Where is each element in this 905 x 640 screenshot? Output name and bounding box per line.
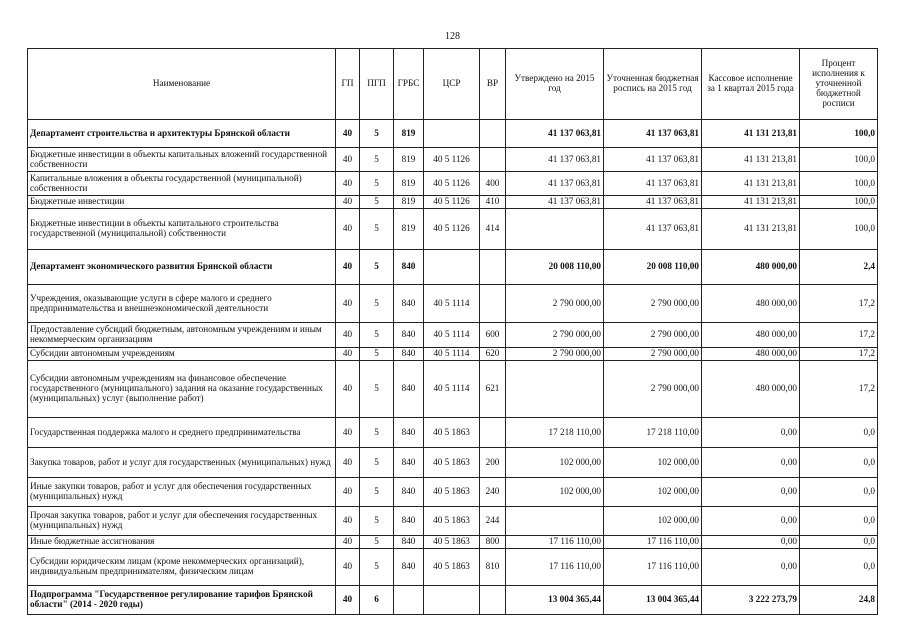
row-cash: 0,00	[702, 448, 800, 478]
row-percent: 17,2	[800, 323, 878, 348]
row-pgp: 5	[360, 196, 394, 209]
row-gp: 40	[336, 172, 360, 196]
row-grbs: 819	[394, 172, 424, 196]
row-csr: 40 5 1126	[424, 209, 480, 250]
row-gp: 40	[336, 448, 360, 478]
row-csr: 40 5 1114	[424, 348, 480, 361]
row-name: Закупка товаров, работ и услуг для государственных (муниципальных) нужд	[28, 448, 336, 478]
row-refined: 17 116 110,00	[604, 549, 702, 586]
row-cash: 0,00	[702, 507, 800, 536]
header-csr: ЦСР	[424, 49, 480, 120]
row-percent: 0,0	[800, 448, 878, 478]
row-vr	[480, 120, 506, 148]
row-csr: 40 5 1863	[424, 549, 480, 586]
row-approved: 2 790 000,00	[506, 348, 604, 361]
row-gp: 40	[336, 536, 360, 549]
row-refined: 41 137 063,81	[604, 209, 702, 250]
row-pgp: 5	[360, 536, 394, 549]
row-approved: 102 000,00	[506, 448, 604, 478]
row-percent: 17,2	[800, 285, 878, 323]
row-gp: 40	[336, 549, 360, 586]
row-pgp: 6	[360, 586, 394, 615]
row-refined: 102 000,00	[604, 478, 702, 507]
row-vr: 810	[480, 549, 506, 586]
row-cash: 480 000,00	[702, 250, 800, 285]
row-pgp: 5	[360, 361, 394, 418]
header-approved: Утверждено на 2015 год	[506, 49, 604, 120]
row-gp: 40	[336, 478, 360, 507]
row-approved: 41 137 063,81	[506, 148, 604, 172]
row-vr: 414	[480, 209, 506, 250]
row-grbs: 819	[394, 196, 424, 209]
row-csr: 40 5 1114	[424, 285, 480, 323]
table-row	[28, 120, 878, 148]
row-approved: 17 116 110,00	[506, 549, 604, 586]
row-percent: 0,0	[800, 507, 878, 536]
header-vr: ВР	[480, 49, 506, 120]
row-gp: 40	[336, 507, 360, 536]
row-gp: 40	[336, 148, 360, 172]
row-vr	[480, 148, 506, 172]
header-cash: Кассовое исполнение за 1 квартал 2015 года	[702, 49, 800, 120]
row-csr: 40 5 1863	[424, 507, 480, 536]
row-vr: 410	[480, 196, 506, 209]
row-cash: 41 131 213,81	[702, 148, 800, 172]
row-name: Капитальные вложения в объекты государственной (муниципальной) собственности	[28, 172, 336, 196]
row-vr: 244	[480, 507, 506, 536]
row-gp: 40	[336, 361, 360, 418]
row-pgp: 5	[360, 285, 394, 323]
row-name: Субсидии автономным учреждениям на финансовое обеспечение государственного (муниципального) задания на оказание государственных (муниципальных) услуг (выполнение работ)	[28, 361, 336, 418]
row-vr: 800	[480, 536, 506, 549]
row-refined: 41 137 063,81	[604, 120, 702, 148]
row-name: Бюджетные инвестиции в объекты капитальных вложений государственной собственности	[28, 148, 336, 172]
row-cash: 41 131 213,81	[702, 196, 800, 209]
row-refined: 41 137 063,81	[604, 172, 702, 196]
header-grbs: ГРБС	[394, 49, 424, 120]
table-row	[28, 361, 878, 418]
row-gp: 40	[336, 285, 360, 323]
row-percent: 24,8	[800, 586, 878, 615]
row-grbs: 840	[394, 536, 424, 549]
table-row	[28, 172, 878, 196]
row-vr: 621	[480, 361, 506, 418]
row-approved: 41 137 063,81	[506, 120, 604, 148]
row-refined: 2 790 000,00	[604, 348, 702, 361]
row-percent: 100,0	[800, 172, 878, 196]
page-number: 128	[445, 31, 460, 42]
table-row	[28, 586, 878, 615]
row-name: Государственная поддержка малого и среднего предпринимательства	[28, 418, 336, 448]
row-name: Иные бюджетные ассигнования	[28, 536, 336, 549]
row-pgp: 5	[360, 418, 394, 448]
row-pgp: 5	[360, 172, 394, 196]
row-refined: 102 000,00	[604, 507, 702, 536]
row-cash: 0,00	[702, 418, 800, 448]
row-cash: 0,00	[702, 536, 800, 549]
row-percent: 17,2	[800, 348, 878, 361]
row-percent: 0,0	[800, 418, 878, 448]
row-vr: 200	[480, 448, 506, 478]
row-refined: 41 137 063,81	[604, 148, 702, 172]
row-grbs: 840	[394, 361, 424, 418]
row-pgp: 5	[360, 250, 394, 285]
row-gp: 40	[336, 196, 360, 209]
table-row	[28, 209, 878, 250]
row-approved: 41 137 063,81	[506, 172, 604, 196]
table-row	[28, 285, 878, 323]
row-name: Субсидии юридическим лицам (кроме некоммерческих организаций), индивидуальным предпринимателям, физическим лицам	[28, 549, 336, 586]
table-header-row	[28, 49, 878, 120]
row-percent: 17,2	[800, 361, 878, 418]
row-grbs: 840	[394, 323, 424, 348]
row-approved	[506, 209, 604, 250]
row-name: Предоставление субсидий бюджетным, автономным учреждениям и иным некоммерческим организациям	[28, 323, 336, 348]
table-row	[28, 507, 878, 536]
row-approved: 20 008 110,00	[506, 250, 604, 285]
row-csr: 40 5 1863	[424, 478, 480, 507]
row-pgp: 5	[360, 323, 394, 348]
table-row	[28, 418, 878, 448]
row-grbs: 840	[394, 448, 424, 478]
row-cash: 41 131 213,81	[702, 120, 800, 148]
header-percent: Процент исполнения к уточненной бюджетной росписи	[800, 49, 878, 120]
row-percent: 0,0	[800, 549, 878, 586]
row-csr: 40 5 1126	[424, 172, 480, 196]
row-pgp: 5	[360, 549, 394, 586]
row-name: Бюджетные инвестиции в объекты капитального строительства государственной (муниципальной) собственности	[28, 209, 336, 250]
row-name: Департамент строительства и архитектуры Брянской области	[28, 120, 336, 148]
table-row	[28, 448, 878, 478]
row-refined: 2 790 000,00	[604, 285, 702, 323]
row-gp: 40	[336, 120, 360, 148]
budget-execution-table	[27, 48, 878, 615]
row-vr: 600	[480, 323, 506, 348]
header-refined: Уточненная бюджетная роспись на 2015 год	[604, 49, 702, 120]
row-grbs	[394, 586, 424, 615]
row-approved	[506, 507, 604, 536]
row-pgp: 5	[360, 478, 394, 507]
row-gp: 40	[336, 323, 360, 348]
row-percent: 100,0	[800, 120, 878, 148]
row-refined: 20 008 110,00	[604, 250, 702, 285]
row-grbs: 819	[394, 209, 424, 250]
row-csr: 40 5 1114	[424, 361, 480, 418]
row-grbs: 840	[394, 250, 424, 285]
row-pgp: 5	[360, 448, 394, 478]
row-pgp: 5	[360, 348, 394, 361]
row-refined: 17 218 110,00	[604, 418, 702, 448]
row-refined: 13 004 365,44	[604, 586, 702, 615]
table-row	[28, 196, 878, 209]
row-csr	[424, 586, 480, 615]
row-gp: 40	[336, 250, 360, 285]
row-cash: 3 222 273,79	[702, 586, 800, 615]
row-percent: 2,4	[800, 250, 878, 285]
row-cash: 480 000,00	[702, 361, 800, 418]
row-refined: 41 137 063,81	[604, 196, 702, 209]
row-approved: 13 004 365,44	[506, 586, 604, 615]
row-approved: 2 790 000,00	[506, 323, 604, 348]
table-body	[28, 120, 878, 615]
table-row	[28, 478, 878, 507]
row-gp: 40	[336, 586, 360, 615]
row-percent: 0,0	[800, 478, 878, 507]
row-pgp: 5	[360, 209, 394, 250]
header-pgp: ПГП	[360, 49, 394, 120]
table-row	[28, 323, 878, 348]
row-gp: 40	[336, 209, 360, 250]
row-vr	[480, 586, 506, 615]
row-cash: 480 000,00	[702, 348, 800, 361]
row-pgp: 5	[360, 148, 394, 172]
row-grbs: 840	[394, 549, 424, 586]
row-percent: 0,0	[800, 536, 878, 549]
row-name: Иные закупки товаров, работ и услуг для обеспечения государственных (муниципальных) нужд	[28, 478, 336, 507]
row-grbs: 840	[394, 285, 424, 323]
row-name: Субсидии автономным учреждениям	[28, 348, 336, 361]
row-name: Бюджетные инвестиции	[28, 196, 336, 209]
row-gp: 40	[336, 418, 360, 448]
row-vr	[480, 285, 506, 323]
row-refined: 17 116 110,00	[604, 536, 702, 549]
row-name: Департамент экономического развития Брянской области	[28, 250, 336, 285]
row-csr: 40 5 1126	[424, 196, 480, 209]
row-vr: 620	[480, 348, 506, 361]
table-row	[28, 148, 878, 172]
row-grbs: 819	[394, 148, 424, 172]
row-refined: 2 790 000,00	[604, 323, 702, 348]
row-vr: 400	[480, 172, 506, 196]
row-grbs: 840	[394, 418, 424, 448]
row-csr: 40 5 1863	[424, 448, 480, 478]
row-cash: 0,00	[702, 549, 800, 586]
row-gp: 40	[336, 348, 360, 361]
row-approved: 102 000,00	[506, 478, 604, 507]
row-cash: 480 000,00	[702, 323, 800, 348]
row-name: Подпрограмма "Государственное регулирование тарифов Брянской области" (2014 - 2020 годы)	[28, 586, 336, 615]
table-row	[28, 348, 878, 361]
row-name: Учреждения, оказывающие услуги в сфере малого и среднего предпринимательства и внешнеэкономической деятельности	[28, 285, 336, 323]
row-approved: 17 116 110,00	[506, 536, 604, 549]
row-approved: 41 137 063,81	[506, 196, 604, 209]
row-percent: 100,0	[800, 148, 878, 172]
row-vr	[480, 250, 506, 285]
row-refined: 2 790 000,00	[604, 361, 702, 418]
table-row	[28, 250, 878, 285]
row-cash: 480 000,00	[702, 285, 800, 323]
row-csr: 40 5 1863	[424, 536, 480, 549]
row-name: Прочая закупка товаров, работ и услуг для обеспечения государственных (муниципальных) нужд	[28, 507, 336, 536]
row-vr: 240	[480, 478, 506, 507]
row-approved: 2 790 000,00	[506, 285, 604, 323]
table-row	[28, 549, 878, 586]
row-grbs: 840	[394, 348, 424, 361]
row-percent: 100,0	[800, 196, 878, 209]
row-grbs: 840	[394, 478, 424, 507]
table-row	[28, 536, 878, 549]
row-refined: 102 000,00	[604, 448, 702, 478]
row-percent: 100,0	[800, 209, 878, 250]
row-pgp: 5	[360, 120, 394, 148]
row-grbs: 840	[394, 507, 424, 536]
row-cash: 41 131 213,81	[702, 209, 800, 250]
row-csr: 40 5 1114	[424, 323, 480, 348]
row-grbs: 819	[394, 120, 424, 148]
row-pgp: 5	[360, 507, 394, 536]
row-csr	[424, 120, 480, 148]
header-gp: ГП	[336, 49, 360, 120]
row-cash: 0,00	[702, 478, 800, 507]
row-csr: 40 5 1863	[424, 418, 480, 448]
row-approved: 17 218 110,00	[506, 418, 604, 448]
row-vr	[480, 418, 506, 448]
row-csr: 40 5 1126	[424, 148, 480, 172]
header-name: Наименование	[28, 49, 336, 120]
row-cash: 41 131 213,81	[702, 172, 800, 196]
row-csr	[424, 250, 480, 285]
row-approved	[506, 361, 604, 418]
